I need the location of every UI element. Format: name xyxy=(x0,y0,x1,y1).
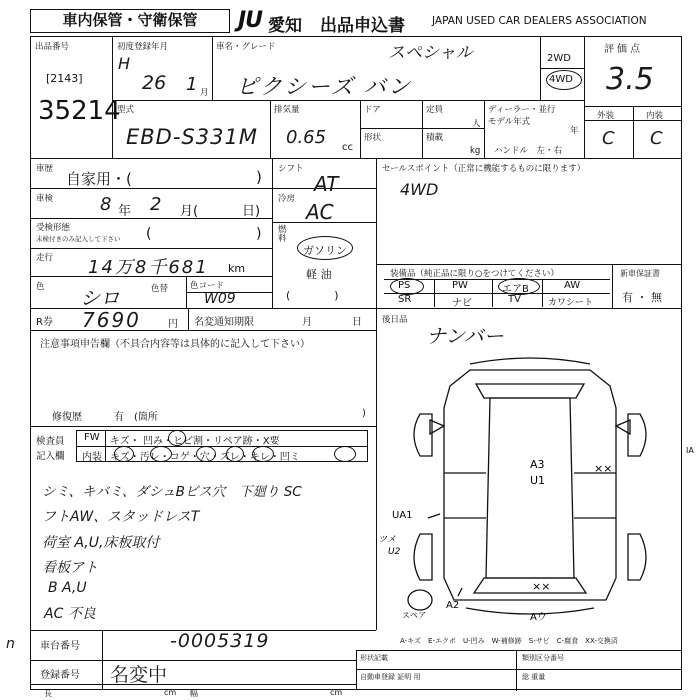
fuel-diesel: 軽 油 xyxy=(306,268,332,281)
history-value: 自家用・( xyxy=(66,170,132,188)
spare-label: スペア xyxy=(402,611,426,620)
displacement-value: 0.65 xyxy=(286,127,327,148)
registration-era: H xyxy=(118,54,131,73)
color-code-label: 色コード xyxy=(190,281,225,291)
shape-label: 形状 xyxy=(364,133,382,143)
interior-label: 内装 xyxy=(646,111,664,121)
equip-pw: PW xyxy=(452,280,468,291)
load-unit: kg xyxy=(470,146,481,156)
receipt-label: 受検形態 xyxy=(36,223,71,233)
bottom-width: 幅 xyxy=(190,689,198,698)
repair-value: 有 (箇所 xyxy=(114,412,158,423)
inspection-year: 8 xyxy=(100,194,112,215)
mark-dent-circle xyxy=(168,430,186,446)
inspector-note-4: 看板アト xyxy=(42,560,98,576)
equip-airbag: エアB xyxy=(502,284,529,295)
inspector-note-2: フトAW、スタッドレスT xyxy=(42,509,200,525)
dealer-label: ディーラー・並行 xyxy=(488,105,556,115)
receipt-close: ) xyxy=(256,226,262,242)
owner-notice-day: 日 xyxy=(352,317,362,328)
fuel-gasoline: ガソリン xyxy=(303,244,347,257)
rating-score: 3.5 xyxy=(606,62,654,97)
interior-grade: C xyxy=(650,128,663,149)
receipt-open: ( xyxy=(146,226,152,242)
inspector-note-3: 荷室 A,U,床板取付 xyxy=(42,535,160,551)
spare-tire xyxy=(408,590,432,610)
inspector-exterior-items: キズ・ 凹み・ヒビ割・リペア跡・X要 xyxy=(110,436,280,447)
form-title: 出品申込書 xyxy=(320,16,405,36)
registration-label: 初度登録年月 xyxy=(117,42,169,52)
diagram-mark-au: Aウ xyxy=(530,612,547,623)
model-grade: スペシャル xyxy=(388,43,473,63)
inspector-label-1: 検査員 xyxy=(36,436,65,447)
diagram-mark-u1: U1 xyxy=(530,474,546,487)
mark-hole-circle xyxy=(226,446,244,462)
exterior-label: 外装 xyxy=(597,111,615,121)
drive-2wd: 2WD xyxy=(547,53,571,64)
bottom-length-unit: cm xyxy=(164,688,177,697)
ju-logo: JU xyxy=(238,8,263,33)
color-label: 色 xyxy=(36,282,45,292)
handle-label: ハンドル 左・右 xyxy=(494,146,563,156)
equip-leather-seat: カワシート xyxy=(548,298,594,308)
inspection-month: 2 xyxy=(150,194,162,215)
selling-points-value: 4WD xyxy=(400,180,439,199)
drive-4wd: 4WD xyxy=(549,74,573,85)
fuel-other: ( ) xyxy=(286,289,339,302)
inspector-fw: FW xyxy=(84,432,100,443)
bottom-width-unit: cm xyxy=(330,688,343,697)
registration-year: 26 xyxy=(142,72,167,94)
history-close: ) xyxy=(256,168,262,186)
exterior-grade: C xyxy=(602,128,615,149)
mileage-unit: km xyxy=(228,262,246,275)
mileage-value: 14万8千681 xyxy=(88,257,209,278)
recycle-label: R券 xyxy=(36,317,53,328)
repair-label: 修復歴 xyxy=(52,412,82,423)
inspector-note-5: B A,U xyxy=(48,580,87,596)
diagram-mark-u2: U2 xyxy=(388,547,401,557)
registration-no-label: 登録番号 xyxy=(40,670,80,681)
reg-cert-label: 自動車登録 証明 用 xyxy=(360,673,421,681)
margin-mark: n xyxy=(6,636,15,652)
recycle-unit: 円 xyxy=(168,319,178,330)
registration-month: 1 xyxy=(186,74,198,95)
car-roof xyxy=(486,398,574,578)
wheel-front-right xyxy=(628,414,646,456)
org-name-en: JAPAN USED CAR DEALERS ASSOCIATION xyxy=(432,15,647,27)
inspector-interior-items: キズ・汚レ・コゲ・穴・ズレ・キレ・凹ミ xyxy=(110,452,300,463)
aircon-label: 冷房 xyxy=(278,194,296,204)
model-name: ピクシーズ バン xyxy=(236,75,412,100)
diagram-mark-xx-2: ×× xyxy=(532,580,551,593)
rear-number-value: ナンバー xyxy=(426,324,504,348)
org-name: 愛知 xyxy=(268,16,302,36)
inspection-month-unit: 月( xyxy=(180,204,199,219)
color-value: シロ xyxy=(80,286,120,310)
load-label: 積載 xyxy=(426,133,444,143)
wheel-rear-left xyxy=(414,534,432,580)
mark-dent2-circle xyxy=(334,446,356,462)
wheel-front-left xyxy=(414,414,432,456)
certificate-box xyxy=(356,650,682,690)
inspector-note-1: シミ、キバミ、ダシュBビス穴 下廻り SC xyxy=(42,484,302,500)
diagram-mark-tsume: ツメ xyxy=(378,535,396,545)
receipt-note: 未検付きのみ記入して下さい xyxy=(36,235,121,243)
equip-navi: ナビ xyxy=(452,298,472,309)
notes-label: 注意事項申告欄（不具合内容等は具体的に記入して下さい） xyxy=(40,339,310,350)
side-mark: IA xyxy=(686,446,694,455)
equip-ps-circle xyxy=(390,278,424,295)
rear-number-label: 後日品 xyxy=(382,315,408,325)
inspection-day-unit: 日) xyxy=(242,204,261,219)
cert-weight-label: 総 重量 xyxy=(522,673,546,681)
model-year-unit: 年 xyxy=(570,126,579,136)
displacement-unit: cc xyxy=(342,142,353,153)
color-code: W09 xyxy=(204,291,236,307)
shift-value: AT xyxy=(314,172,339,196)
inspector-label-2: 記入欄 xyxy=(36,451,65,462)
mark-scratch-circle xyxy=(114,446,134,462)
type-label: 型式 xyxy=(117,105,135,115)
history-label: 車歴 xyxy=(36,164,54,174)
capacity-unit: 人 xyxy=(472,119,481,129)
equip-tv: TV xyxy=(508,294,521,305)
owner-notice-month: 月 xyxy=(302,317,312,328)
mark-stain-circle xyxy=(150,446,172,462)
door-label: ドア xyxy=(364,105,381,115)
type-value: EBD-S331M xyxy=(126,125,258,149)
registration-month-unit: 月 xyxy=(200,88,209,98)
fuel-label: 燃料 xyxy=(278,225,287,244)
mark-shift-circle xyxy=(252,446,274,462)
wheel-rear-right xyxy=(628,534,646,580)
inspector-note-6: AC 不良 xyxy=(44,606,96,622)
equip-sr: SR xyxy=(398,294,412,305)
chassis-value: -0005319 xyxy=(170,630,270,652)
inspection-year-unit: 年 xyxy=(118,204,132,219)
bottom-length: 長 xyxy=(44,689,52,698)
equipment-label: 装備品（純正品に限り○をつけてください） xyxy=(390,269,559,279)
lot-small-code: [2143] xyxy=(46,72,83,85)
model-year-label: モデル年式 xyxy=(488,117,531,127)
aircon-value: AC xyxy=(306,200,334,224)
car-damage-diagram xyxy=(380,338,680,628)
rating-label: 評価点 xyxy=(604,44,643,55)
diagram-mark-ua1: UA1 xyxy=(392,510,413,521)
displacement-label: 排気量 xyxy=(274,105,300,115)
warranty-label: 新車保証書 xyxy=(620,269,660,278)
diagram-mark-a2: A2 xyxy=(446,600,460,611)
cert-shape-label: 形状記載 xyxy=(360,654,388,662)
warranty-value: 有 ・ 無 xyxy=(622,291,662,304)
mark-burn-circle xyxy=(196,446,216,462)
storage-label-box xyxy=(30,9,230,33)
equip-aw: AW xyxy=(564,280,581,291)
inspector-interior-label: 内装 xyxy=(82,452,102,463)
repair-close: ) xyxy=(362,408,366,419)
color-change-label: 色替 xyxy=(151,284,169,294)
cert-class-label: 類別区分番号 xyxy=(522,654,564,662)
mileage-label: 走行 xyxy=(36,253,54,263)
registration-no-value: 名変中 xyxy=(110,664,168,686)
lot-number-label: 出品番号 xyxy=(35,42,70,52)
capacity-label: 定員 xyxy=(426,105,444,115)
recycle-value: 7690 xyxy=(82,308,141,332)
lot-number: 35214 xyxy=(38,96,121,126)
selling-points-label: セールスポイント（正常に機能するものに限ります） xyxy=(382,164,586,174)
equip-ps: PS xyxy=(398,280,411,291)
chassis-label: 車台番号 xyxy=(40,641,80,652)
diagram-legend: A-キズ E-エクボ U-凹み W-補修跡 S-サビ C-腐食 XX-交換済 xyxy=(400,637,618,645)
model-label: 車名・グレード xyxy=(216,42,276,52)
diagram-mark-a3: A3 xyxy=(530,458,545,471)
inspection-label: 車検 xyxy=(36,194,54,204)
owner-notice-label: 名変通知期限 xyxy=(194,317,254,328)
equip-airbag-circle xyxy=(498,278,540,295)
storage-label: 車内保管・守衛保管 xyxy=(62,11,198,29)
shift-label: シフト xyxy=(278,164,304,174)
diagram-mark-xx-1: ×× xyxy=(594,462,613,475)
